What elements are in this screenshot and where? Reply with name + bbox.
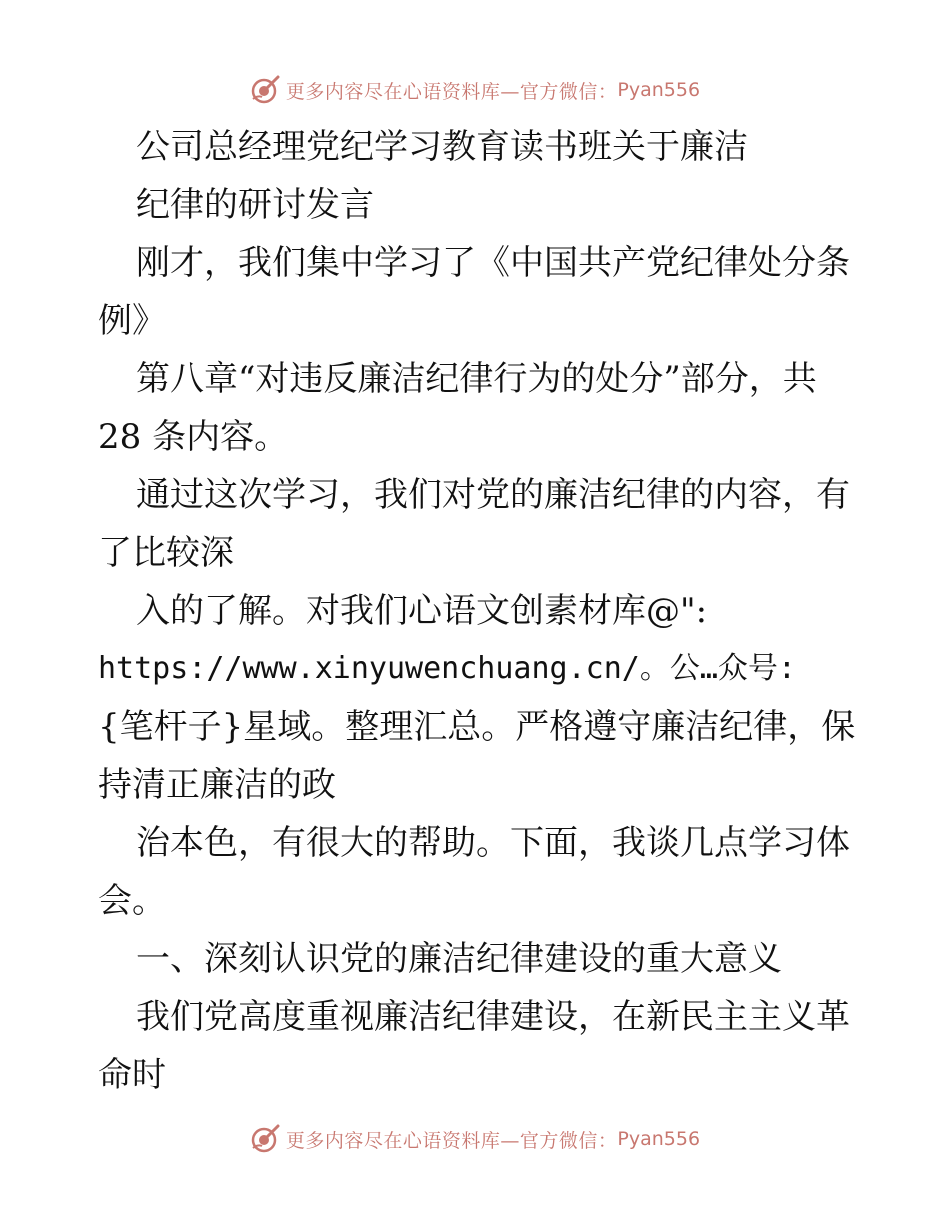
paragraph-line: 命时: [98, 1055, 166, 1095]
banner-wechat-id: Pyan556: [617, 1128, 701, 1150]
banner-wechat-id: Pyan556: [617, 79, 701, 101]
paragraph-line: 入的了解。对我们心语文创素材库@":: [136, 591, 708, 631]
brush-logo-icon: [250, 1124, 280, 1154]
footer-watermark-banner: [0, 1119, 950, 1159]
brush-logo-icon: [250, 75, 280, 105]
header-watermark-banner: [0, 70, 950, 110]
paragraph-line: {笔杆子}星域。整理汇总。严格遵守廉洁纪律，保: [98, 707, 856, 747]
document-body: [98, 118, 858, 1104]
paragraph-line: 会。: [98, 881, 166, 921]
paragraph-line: 28 条内容。: [98, 417, 289, 457]
section-heading: 一、深刻认识党的廉洁纪律建设的重大意义: [136, 939, 782, 979]
paragraph-line: 治本色，有很大的帮助。下面，我谈几点学习体: [136, 823, 850, 863]
paragraph-line: 我们党高度重视廉洁纪律建设，在新民主主义革: [136, 997, 850, 1037]
paragraph-line: 通过这次学习，我们对党的廉洁纪律的内容，有: [136, 475, 850, 515]
paragraph-line: 例》: [98, 301, 166, 341]
doc-title-line-1: 公司总经理党纪学习教育读书班关于廉洁: [136, 127, 748, 167]
paragraph-line: 了比较深: [98, 533, 234, 573]
paragraph-line: 持清正廉洁的政: [98, 765, 336, 805]
banner-text: 更多内容尽在心语资料库—官方微信：: [285, 80, 618, 103]
doc-title-line-2: 纪律的研讨发言: [136, 185, 374, 225]
banner-text: 更多内容尽在心语资料库—官方微信：: [285, 1129, 618, 1152]
paragraph-line: 第八章“对违反廉洁纪律行为的处分”部分，共: [136, 359, 817, 399]
url-line: https://www.xinyuwenchuang.cn/。公…众号:: [98, 651, 796, 686]
paragraph-line: 刚才，我们集中学习了《中国共产党纪律处分条: [136, 243, 850, 283]
